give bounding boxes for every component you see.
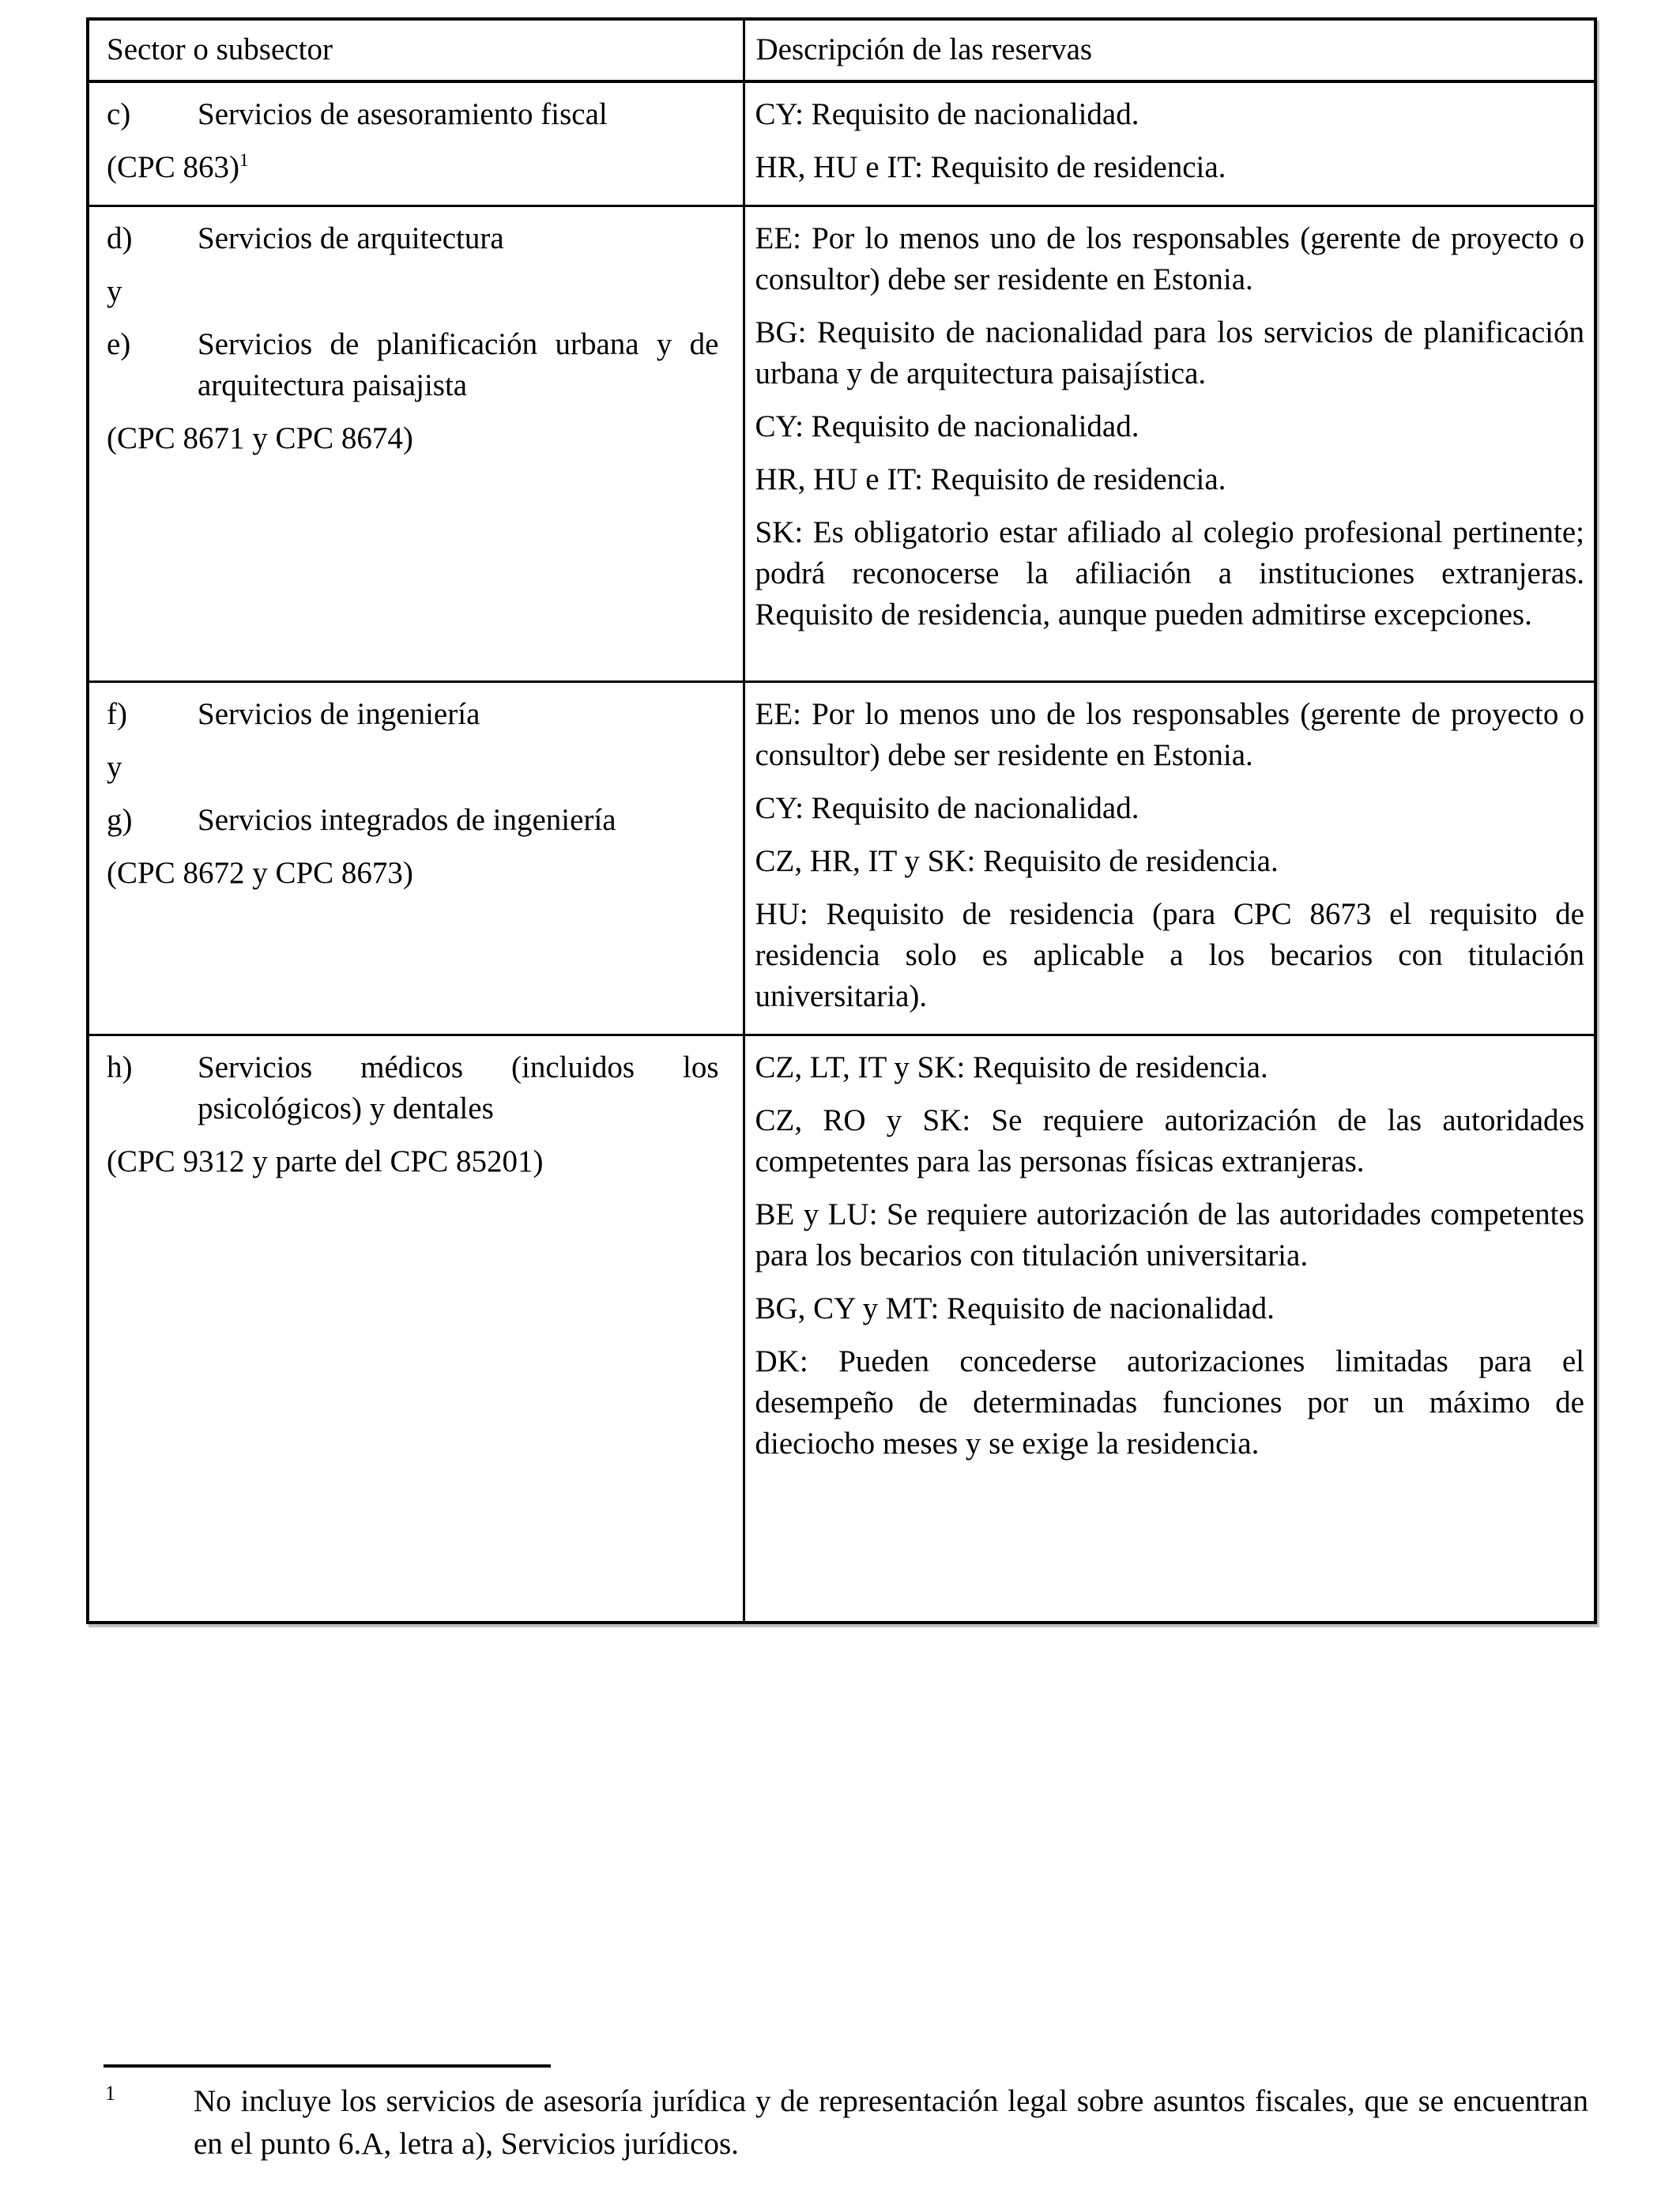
sector-entry [107, 800, 719, 841]
reservation-paragraph: CY: Requisito de nacionalidad. [755, 97, 1139, 131]
reservation-paragraph: CY: Requisito de nacionalidad. [755, 791, 1139, 825]
footnote-separator [104, 2064, 551, 2068]
sector-entry-text: Servicios integrados de ingeniería [198, 803, 616, 837]
cpc-code-text: (CPC 9312 y parte del CPC 85201) [107, 1144, 544, 1178]
list-marker: h) [107, 1050, 133, 1084]
table-header-row [88, 19, 1595, 81]
reservation-paragraph: SK: Es obligatorio estar afiliado al colegio profesional pertinente; podrá reconocerse la afiliación a instituciones extranjeras. Requisito de residencia, aunque pueden admitirse excepciones. [755, 515, 1584, 631]
sector-entry [107, 1047, 719, 1129]
cpc-code-text: (CPC 8671 y CPC 8674) [107, 421, 413, 455]
cpc-code [107, 1141, 719, 1182]
sector-entry [107, 694, 719, 735]
sector-entry-text: Servicios de arquitectura [198, 221, 504, 255]
reservation-paragraph: HU: Requisito de residencia (para CPC 8673 el requisito de residencia solo es aplicable a los becarios con titulación universitaria). [755, 897, 1584, 1013]
column-header-reservas: Descripción de las reservas [744, 19, 1595, 81]
reservations-cell [744, 1035, 1595, 1623]
cpc-code [107, 147, 719, 188]
table-row [88, 81, 1595, 206]
reservation-paragraph: CZ, RO y SK: Se requiere autorización de las autoridades competentes para las personas físicas extranjeras. [755, 1103, 1584, 1178]
footnote-text: No incluye los servicios de asesoría jurídica y de representación legal sobre asuntos fiscales, que se encuentran en el punto 6.A, letra a), Servicios jurídicos. [194, 2084, 1588, 2161]
sector-cell [88, 206, 744, 682]
table-row [88, 206, 1595, 682]
sector-cell [88, 81, 744, 206]
sector-entry [107, 218, 719, 259]
cpc-code [107, 853, 719, 894]
sector-cell [88, 1035, 744, 1623]
reservation-paragraph: HR, HU e IT: Requisito de residencia. [755, 462, 1226, 496]
sector-cell [88, 682, 744, 1035]
sector-connector: y [107, 274, 122, 308]
sector-entry-text: Servicios de ingeniería [198, 697, 480, 731]
reservation-paragraph: HR, HU e IT: Requisito de residencia. [755, 150, 1226, 184]
sector-entry-text: Servicios de asesoramiento fiscal [198, 97, 608, 131]
reservations-cell [744, 81, 1595, 206]
sector-entry-text: Servicios de planificación urbana y de arquitectura paisajista [198, 327, 719, 402]
reservation-paragraph: BG: Requisito de nacionalidad para los servicios de planificación urbana y de arquitectura paisajística. [755, 315, 1584, 390]
list-marker: f) [107, 697, 127, 731]
reservation-paragraph: CZ, LT, IT y SK: Requisito de residencia. [755, 1050, 1268, 1084]
column-header-sector: Sector o subsector [88, 19, 744, 81]
table-row [88, 682, 1595, 1035]
sector-entry [107, 94, 719, 135]
reservation-paragraph: EE: Por lo menos uno de los responsables (gerente de proyecto o consultor) debe ser residente en Estonia. [755, 221, 1584, 296]
reservation-paragraph: BE y LU: Se requiere autorización de las autoridades competentes para los becarios con titulación universitaria. [755, 1197, 1584, 1272]
sector-entry [107, 324, 719, 406]
cpc-code [107, 418, 719, 459]
cpc-code-text: (CPC 863) [107, 150, 239, 184]
list-marker: g) [107, 803, 133, 837]
footnote-marker: 1 [105, 2082, 115, 2105]
reservation-paragraph: DK: Pueden concederse autorizaciones limitadas para el desempeño de determinadas funciones por un máximo de dieciocho meses y se exige la residencia. [755, 1344, 1584, 1461]
reservation-paragraph: CY: Requisito de nacionalidad. [755, 409, 1139, 443]
footnote [104, 2080, 1588, 2166]
cpc-code-text: (CPC 8672 y CPC 8673) [107, 856, 413, 890]
sector-connector: y [107, 750, 122, 784]
table-row [88, 1035, 1595, 1623]
list-marker: e) [107, 327, 131, 361]
sector-entry-text: Servicios médicos (incluidos los psicológicos) y dentales [198, 1050, 719, 1125]
reservation-paragraph: EE: Por lo menos uno de los responsables (gerente de proyecto o consultor) debe ser residente en Estonia. [755, 697, 1584, 772]
list-marker: d) [107, 221, 133, 255]
list-marker: c) [107, 97, 131, 131]
reservations-table [86, 17, 1597, 1624]
reservations-cell [744, 682, 1595, 1035]
reservations-cell [744, 206, 1595, 682]
footnote-ref: 1 [239, 150, 249, 171]
reservation-paragraph: BG, CY y MT: Requisito de nacionalidad. [755, 1291, 1275, 1325]
reservation-paragraph: CZ, HR, IT y SK: Requisito de residencia. [755, 844, 1279, 878]
